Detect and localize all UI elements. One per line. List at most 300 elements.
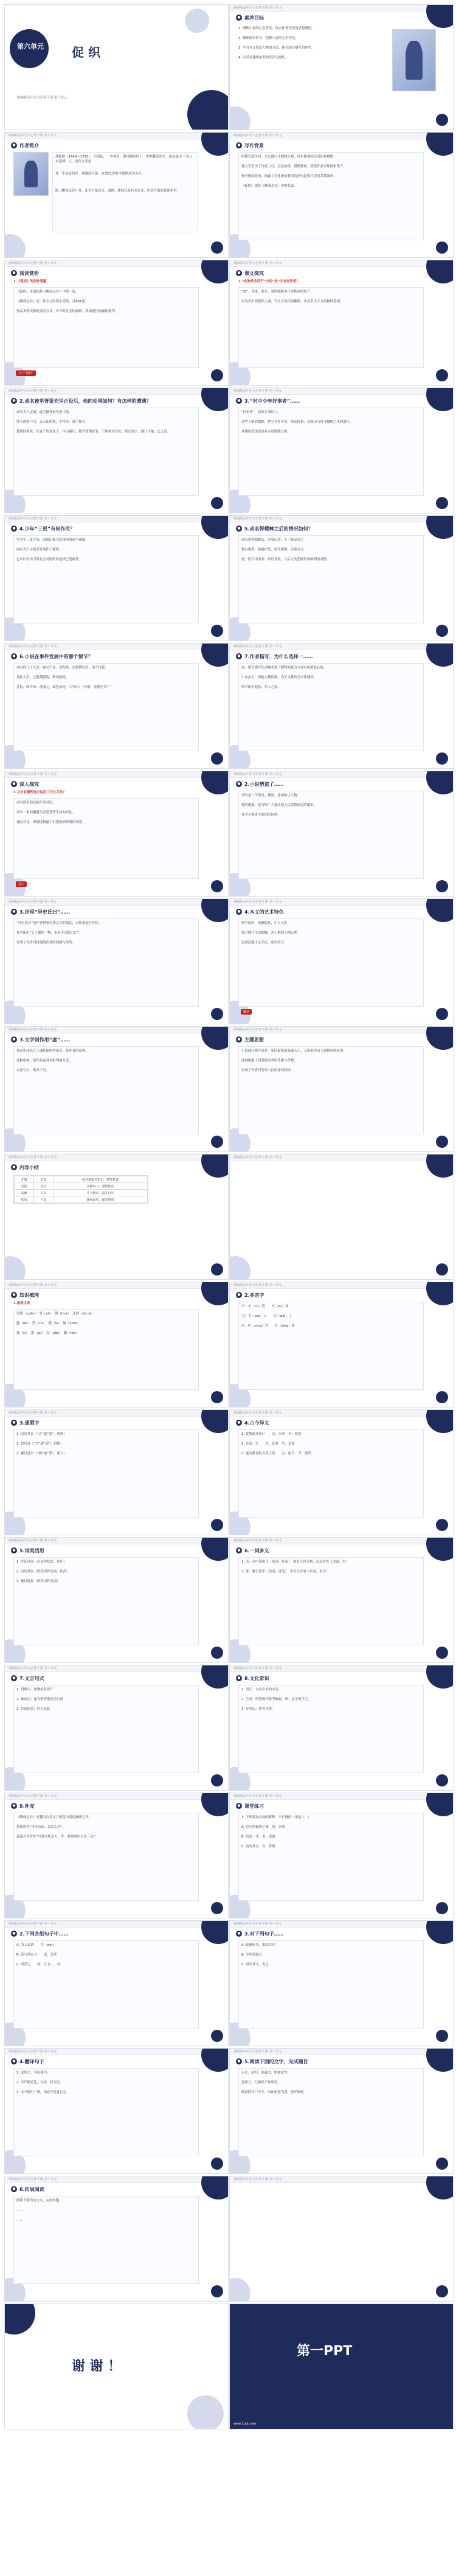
slide-s18 — [230, 1027, 453, 1151]
section-badge-icon: ● — [11, 1675, 17, 1681]
cover-circle-light — [185, 9, 209, 33]
brand-footer[interactable]: www.1ppt.com — [230, 2419, 453, 2429]
section-badge-icon: ● — [11, 1420, 17, 1426]
slide-header-text: 统编版高中语文必修下册·第六单元 — [233, 1794, 282, 1798]
slide-title: 3.“村中少年好事者”…… — [244, 398, 300, 404]
text-line: B. 每责一头 责：责备 — [241, 1835, 275, 1839]
illustration-figure-icon — [406, 41, 423, 80]
cover-circle-dark — [187, 90, 228, 130]
text-line: 《促织》是蒲松龄《聊斋志异》中的一篇。 — [16, 290, 79, 294]
slide-header-text: 统编版高中语文必修下册·第六单元 — [9, 772, 57, 776]
slide-s35 — [5, 2176, 228, 2301]
section-badge-icon: ● — [11, 1803, 17, 1809]
slide-s4 — [230, 133, 453, 257]
slide-s19 — [5, 1154, 228, 1279]
slide-header-text: 统编版高中语文必修下册·第六单元 — [233, 1539, 282, 1543]
slide-s17 — [5, 1027, 228, 1151]
slide-header-bar — [230, 1665, 453, 1672]
slide-s10 — [230, 516, 453, 641]
slide-title: 3.结尾“异史氏曰”…… — [19, 909, 71, 915]
slide-s5 — [5, 260, 228, 385]
decor-circle — [426, 1538, 453, 1561]
text-line: C. 而高其直 直：价格 — [241, 1845, 275, 1849]
decor-dot — [436, 1263, 448, 1276]
goal-line: 2. 梳理故事情节，把握小说的艺术特色。 — [238, 36, 299, 40]
text-box — [13, 1685, 199, 1773]
text-line: 这种虚构，使作品更具有批判的力度。 — [16, 1059, 72, 1063]
note-tag: 提示 — [16, 881, 27, 887]
slide-header-text: 统编版高中语文必修下册·第六单元 — [9, 1028, 57, 1032]
slide-header-text: 统编版高中语文必修下册·第六单元 — [9, 645, 57, 648]
slide-header-bar — [230, 1027, 453, 1033]
slide-title: 写作背景 — [244, 143, 264, 148]
text-line: A. 转侧床头，惟思自尽 — [241, 1943, 275, 1947]
decor-dot — [211, 369, 223, 381]
text-line: 阅读下面的文言文，完成各题。 — [16, 2199, 63, 2203]
decor-dot — [211, 1263, 223, 1276]
slide-title: 课文探究 — [244, 271, 264, 276]
slide-s24 — [230, 1410, 453, 1535]
text-line: 蟹白栗黄，备极护爱，留待限期，以塞官责。 — [241, 548, 307, 552]
slide-s2 — [230, 5, 453, 130]
text-line: 未几，成归，闻妻言，如被冰雪。 — [241, 2071, 291, 2075]
text-line: 成名得虫前后的生活对比。 — [16, 801, 56, 805]
slide-header-bar — [230, 1793, 453, 1800]
cover-title: 促 织 — [72, 45, 100, 60]
slide-header-bar — [5, 388, 228, 395]
section-badge-icon: ● — [236, 2058, 242, 2064]
decor-dot — [436, 2030, 448, 2042]
section-badge-icon: ● — [236, 1547, 242, 1554]
decor-circle — [426, 5, 453, 28]
text-line: 2. 生员：明清两代称考取府、州、县学的学生。 — [241, 1698, 311, 1701]
decor-dot — [436, 2158, 448, 2170]
slide-title: 3.文学创作用“虚”…… — [19, 1037, 71, 1043]
text-box — [238, 2068, 424, 2156]
decor-dot — [211, 2030, 223, 2042]
decor-circle — [201, 2049, 228, 2072]
slide-header-text: 统编版高中语文必修下册·第六单元 — [233, 772, 282, 776]
section-badge-icon: ● — [11, 1292, 17, 1298]
table-cell: 魂化促织，献虫得赏 — [54, 1196, 148, 1203]
text-box — [13, 2196, 199, 2284]
slide-s13 — [5, 771, 228, 896]
text-line: 同时为下文情节发展作了铺垫。 — [16, 548, 63, 552]
slide-header-bar — [5, 644, 228, 650]
text-box — [13, 1309, 199, 1390]
slide-s1 — [5, 5, 228, 130]
slide-s27 — [5, 1665, 228, 1790]
decor-circle — [201, 1154, 228, 1178]
section-badge-icon: ● — [11, 1931, 17, 1937]
text-line: 小说通过描写成名一家因促织而家破人亡、又因促织而飞黄腾达的故事， — [241, 1049, 347, 1053]
slide-header-bar — [230, 1410, 453, 1417]
decor-circle — [426, 1282, 453, 1305]
slide-header-bar — [230, 516, 453, 522]
text-box — [52, 152, 198, 232]
decor-circle-light — [5, 234, 26, 257]
text-box — [238, 918, 424, 1007]
slide-title: 9.补充 — [19, 1804, 35, 1809]
slide-title: 2.多音字 — [244, 1293, 264, 1298]
text-line: 他忧闷欲死，在妻子的劝说下，早出暮归，提竹筒铜丝笼，于败堵丛草处，探石发穴，靡计不施，迄无济。 — [16, 430, 171, 434]
slide-s28 — [230, 1665, 453, 1790]
text-line: 地方官吏为了讨好上司，层层加码，借机勒索，致使许多百姓倾家荡产。 — [241, 165, 347, 168]
decor-dot — [436, 497, 448, 509]
slide-s21 — [5, 1282, 228, 1407]
text-line: 表明了作者对封建统治者的讽刺与批判。 — [16, 941, 76, 945]
text-line: A. 宫中尚促织之戏 尚：崇尚 — [241, 1825, 285, 1829]
slide-title: 2.下列各组句子中…… — [19, 1931, 69, 1937]
decor-dot — [211, 1902, 223, 1914]
slide-header-bar — [5, 1410, 228, 1417]
text-line: B. 试与他虫斗 试：尝试 — [16, 1953, 57, 1957]
decor-circle — [201, 260, 228, 283]
text-line: 细节描写生动细腻，善于刻画人物心理。 — [241, 931, 301, 935]
summary-table — [13, 1175, 148, 1204]
slide-header-bar — [230, 388, 453, 395]
decor-circle — [426, 2049, 453, 2072]
section-badge-icon: ● — [11, 270, 17, 276]
slide-title: 素养目标 — [244, 15, 264, 21]
table-row — [15, 1176, 148, 1183]
text-box — [238, 1429, 424, 1518]
decor-dot — [436, 752, 448, 765]
slide-title: 主题思想 — [244, 1037, 264, 1043]
slide-s16 — [230, 899, 453, 1024]
slide-title: 4.少年“三更”有何作用？ — [19, 526, 75, 532]
decor-dot — [211, 1391, 223, 1403]
slide-header-bar — [230, 2176, 453, 2183]
cover-blurb: 统编版高中语文必修下册 第六单元 — [17, 96, 67, 100]
text-line: 他不敢敛户口，又无法赔偿，不终岁，薄产累尽。 — [16, 420, 89, 424]
decor-circle-light — [5, 1256, 26, 1279]
decor-dot — [211, 1136, 223, 1148]
decor-circle — [426, 1665, 453, 1689]
text-line: 成名一家的遭遇与宫廷奢华生活的对比。 — [16, 811, 76, 814]
text-line: 这一细节描写生动地表现了蟋蟀的威力与成名的紧张心情。 — [241, 666, 327, 670]
text-box — [238, 1813, 424, 1901]
text-line: 既而得其尸于井，因而化怒为悲，抢呼欲绝。 — [241, 2091, 307, 2094]
text-box — [238, 791, 424, 879]
decor-dot — [436, 369, 448, 381]
section-badge-icon: ● — [11, 909, 17, 915]
section-badge-icon: ● — [236, 653, 242, 659]
slide-s33 — [5, 2049, 228, 2173]
section-badge-icon: ● — [236, 1420, 242, 1426]
decor-dot — [436, 2285, 448, 2297]
slide-header-text: 统编版高中语文必修下册·第六单元 — [9, 134, 57, 137]
text-line: 3. 天子偶用一物，未必不过此已忘。 — [16, 2091, 70, 2094]
slide-header-text: 统编版高中语文必修下册·第六单元 — [233, 900, 282, 904]
text-line: 作者对他寄予深切的同情。 — [241, 813, 281, 817]
text-line: …… — [16, 2218, 23, 2222]
slide-s38 — [230, 2304, 453, 2429]
slide-s34 — [230, 2049, 453, 2173]
text-box — [238, 1046, 424, 1134]
text-line: …… — [16, 2209, 23, 2212]
slide-s14 — [230, 771, 453, 896]
text-line: 蠹（dù） 笞（chī） 覆（fù） 觇（chān） — [16, 1322, 81, 1325]
text-line: 2. 宰严限追比，旬余，杖至百。 — [16, 2081, 63, 2085]
section-badge-icon: ● — [11, 526, 17, 532]
slide-s31 — [5, 1921, 228, 2046]
decor-circle — [426, 133, 453, 156]
slide-header-text: 统编版高中语文必修下册·第六单元 — [233, 2050, 282, 2054]
summary-table-grid — [14, 1176, 148, 1203]
slide-title: 6.拓展阅读 — [19, 2187, 44, 2192]
text-line: 为：为（wéi）人 为（wèi）了 — [241, 1314, 292, 1318]
decor-circle — [201, 1027, 228, 1050]
cover-unit-label: 第六单元 — [17, 43, 44, 50]
slide-header-text: 统编版高中语文必修下册·第六单元 — [9, 1922, 57, 1926]
text-line: 深刻揭露了封建统治者的昏庸与贪婪， — [241, 1059, 297, 1063]
text-box — [13, 798, 199, 879]
text-box — [238, 1685, 424, 1773]
text-line: 成名为人迂讷，遂为猾胥报充里正役。 — [16, 411, 72, 414]
slide-header-bar — [5, 1282, 228, 1289]
section-badge-icon: ● — [11, 2186, 17, 2192]
slide-header-text: 统编版高中语文必修下册·第六单元 — [9, 1539, 57, 1543]
slide-title: 6.小说在事件发展中的哪个情节？ — [19, 654, 93, 659]
section-badge-icon: ● — [236, 270, 242, 276]
slide-title: 6.一词多义 — [244, 1548, 269, 1554]
text-line: 这些人驯养蟋蟀，把它看作奇货，抬高价格，反映出当时斗蟋蟀之风的盛行。 — [241, 420, 353, 424]
slide-header-bar — [5, 1921, 228, 1928]
slide-header-bar — [230, 899, 453, 906]
text-line: 这一段写出成名一家的喜悦，与后文的悲剧形成鲜明的对照。 — [241, 558, 330, 561]
slide-header-text: 统编版高中语文必修下册·第六单元 — [9, 389, 57, 393]
decor-dot — [436, 241, 448, 254]
section-badge-icon: ● — [11, 781, 17, 787]
section-badge-icon: ● — [11, 1164, 17, 1170]
slide-header-text: 统编版高中语文必修下册·第六单元 — [233, 389, 282, 393]
slide-title: 2.小说塑造了…… — [244, 782, 284, 787]
text-box — [13, 287, 199, 368]
decor-dot — [436, 1136, 448, 1148]
table-cell: 觅虫 — [34, 1183, 54, 1190]
text-line: 1. 判断句：此物故非西产 — [16, 1688, 54, 1692]
decor-dot — [211, 880, 223, 892]
text-box — [13, 1429, 199, 1518]
decor-circle — [426, 1793, 453, 1816]
decor-circle — [201, 1665, 228, 1689]
text-line: 成名得到蟋蟀后，举家庆贺，土于盆而养之。 — [241, 538, 307, 542]
decor-dot — [436, 114, 448, 126]
slide-s36 — [230, 2176, 453, 2301]
slide-s6 — [230, 260, 453, 385]
text-line: 通过对比，深刻地揭露了封建统治阶级的罪恶。 — [16, 821, 86, 824]
section-badge-icon: ● — [236, 1292, 242, 1298]
slide-header-bar — [230, 133, 453, 139]
slide-title: 3.通假字 — [19, 1420, 40, 1426]
decor-circle — [426, 1154, 453, 1178]
text-line: 2. 被动句：遂为猾胥报充里正役 — [16, 1698, 63, 1701]
slide-header-text: 统编版高中语文必修下册·第六单元 — [9, 2050, 57, 2054]
slide-s9 — [5, 516, 228, 641]
slide-s20 — [230, 1154, 453, 1279]
section-badge-icon: ● — [236, 142, 242, 148]
slide-title: 5.成名得蟋蟀之后的情况如何？ — [244, 526, 313, 532]
text-line: 小虫虽小，却能力挫群敌，为下文献给皇帝作铺垫。 — [241, 676, 317, 679]
slide-title: 2.成名被里胥报充里正役后，他的处境如何？有怎样的遭遇？ — [19, 398, 151, 404]
text-line: 卒：卒（cù）然 卒（zú）业 — [241, 1305, 289, 1308]
decor-dot — [436, 1647, 448, 1659]
decor-dot — [211, 625, 223, 637]
slide-header-text: 统编版高中语文必修下册·第六单元 — [233, 2178, 282, 2181]
section-badge-icon: ● — [236, 1675, 242, 1681]
goal-line: 3. 学习本文塑造人物的方法，体会细节描写的作用。 — [238, 46, 315, 50]
slide-header-bar — [5, 771, 228, 778]
text-box — [13, 1046, 199, 1134]
section-badge-icon: ● — [236, 781, 242, 787]
table-cell: 求神问卜，觅得佳虫 — [54, 1183, 148, 1190]
slide-title: 深入探究 — [19, 782, 39, 787]
text-line: 怒索儿，儿渺然不知所往。 — [241, 2081, 281, 2085]
decor-dot — [211, 1519, 223, 1531]
slide-subtitle: 1.《促织》的创作意蕴 — [13, 280, 47, 283]
slide-header-bar — [5, 1027, 228, 1033]
text-line: 成名是一个善良、懦弱、迂讷的小人物。 — [241, 794, 301, 797]
text-line: 作品多借谈狐说鬼的方式，对当时社会的腐败、黑暗进行揭露和批判。 — [16, 310, 119, 313]
section-badge-icon: ● — [236, 526, 242, 532]
text-line: 从侧面表现出成名寻觅蟋蟀之难。 — [241, 430, 291, 434]
text-box — [13, 1940, 199, 2029]
slide-header-bar — [5, 1154, 228, 1161]
slide-header-bar — [230, 5, 453, 12]
decor-circle — [426, 1027, 453, 1050]
decor-circle — [201, 1793, 228, 1816]
decor-circle — [201, 771, 228, 794]
portrait-figure-icon — [24, 161, 38, 188]
decor-circle-light — [230, 106, 250, 130]
slide-header-text: 统编版高中语文必修下册·第六单元 — [9, 2178, 57, 2181]
text-line: 1. 里正：古时乡里的小吏。 — [241, 1688, 282, 1692]
slide-header-text: 统编版高中语文必修下册·第六单元 — [9, 1411, 57, 1415]
slide-header-bar — [5, 2049, 228, 2055]
text-line: C. 成以其小，劣之 — [241, 1963, 269, 1967]
slide-header-text: 统编版高中语文必修下册·第六单元 — [233, 1922, 282, 1926]
slide-header-bar — [230, 771, 453, 778]
slide-s26 — [230, 1538, 453, 1662]
slide-header-text: 统编版高中语文必修下册·第六单元 — [233, 1667, 282, 1670]
text-line: 应：应（yìng）对 应（yīng）该 — [241, 1324, 295, 1328]
text-line: 1. 而高其直（“直”通“值”，价格） — [16, 1432, 67, 1436]
goal-line: 4. 认识封建统治者的荒淫与腐朽。 — [238, 56, 289, 60]
decor-circle — [426, 1410, 453, 1433]
table-cell: 失虫 — [34, 1190, 54, 1196]
slide-header-bar — [5, 516, 228, 522]
slide-s15 — [5, 899, 228, 1024]
slide-title: 4.古今异义 — [244, 1420, 269, 1426]
decor-dot — [211, 1774, 223, 1786]
slide-header-bar — [5, 899, 228, 906]
text-line: “故”，本来，原来。说明蟋蟀本不是陕西的特产。 — [241, 290, 314, 294]
slide-header-bar — [230, 1538, 453, 1544]
text-line: A. 为人迂讷 为（wéi） — [16, 1943, 56, 1947]
text-line: 《促织》即是《聊斋志异》中的名篇。 — [241, 184, 297, 188]
slide-header-text: 统编版高中语文必修下册·第六单元 — [233, 262, 282, 265]
slide-s25 — [5, 1538, 228, 1662]
text-box — [238, 1940, 424, 2029]
slide-title: 4.翻译句子 — [19, 2059, 44, 2064]
slide-header-text: 统编版高中语文必修下册·第六单元 — [9, 517, 57, 521]
decor-dot — [436, 625, 448, 637]
text-line: 3. 异史氏：作者自称。 — [241, 1707, 275, 1711]
slide-s11 — [5, 644, 228, 768]
slide-title: 内容小结 — [19, 1165, 39, 1170]
table-cell: 发展 — [15, 1183, 34, 1190]
decor-circle — [201, 1282, 228, 1305]
text-line: 情节跌宕起伏，扣人心弦。 — [241, 686, 281, 689]
slide-header-bar — [230, 644, 453, 650]
decor-circle — [201, 1921, 228, 1944]
decor-circle — [201, 516, 228, 539]
decor-circle — [426, 644, 453, 667]
section-badge-icon: ● — [11, 142, 17, 148]
table-row — [15, 1190, 148, 1196]
table-cell: 高潮 — [15, 1190, 34, 1196]
note-tag: 概括 — [241, 1009, 252, 1015]
slide-title: 7.文言句式 — [19, 1676, 44, 1681]
section-badge-icon: ● — [11, 1036, 17, 1043]
slide-title: 3.对下列句子…… — [244, 1931, 284, 1937]
slide-s3 — [5, 133, 228, 257]
text-box — [238, 1302, 424, 1390]
text-line: 表现了作者对劳动人民的深切同情。 — [241, 1069, 294, 1072]
decor-dot — [211, 1647, 223, 1659]
text-line: 也可以看出当时社会对促织的追捧已近疯狂。 — [16, 558, 82, 561]
text-line: 儿惧，啼告母。母闻之，面色灰死，大骂曰：“业根，死期至矣！” — [16, 686, 112, 689]
text-line: 3. 裹以迷离（形容词作名词） — [16, 1580, 60, 1583]
text-line: B. 少年固强之 — [241, 1953, 263, 1957]
text-line: 2. 进：翼日进宰（动词，进见） 宰以卓异闻（名词，县令） — [241, 1570, 330, 1574]
slide-header-bar — [5, 2176, 228, 2183]
text-box — [238, 287, 424, 368]
decor-circle — [201, 1538, 228, 1561]
table-cell: 斗虫 — [34, 1196, 54, 1203]
section-badge-icon: ● — [236, 398, 242, 404]
text-box — [13, 408, 199, 496]
slide-s12 — [230, 644, 453, 768]
slide-s23 — [5, 1410, 228, 1535]
slide-header-text: 统编版高中语文必修下册·第六单元 — [233, 1283, 282, 1287]
slide-header-text: 统编版高中语文必修下册·第六单元 — [9, 1667, 57, 1670]
text-box — [13, 2068, 199, 2156]
slide-header-text: 统编版高中语文必修下册·第六单元 — [233, 517, 282, 521]
slide-header-text: 统编版高中语文必修下册·第六单元 — [233, 6, 282, 10]
decor-dot — [211, 752, 223, 765]
text-line: “好事者”，喜欢多事的人。 — [241, 411, 281, 414]
text-line: 1. 岁征民间（名词作状语，每年） — [16, 1560, 67, 1564]
decor-dot — [211, 2158, 223, 2170]
section-badge-icon: ● — [236, 1036, 242, 1043]
table-cell: 征虫 — [34, 1176, 54, 1183]
slide-header-text: 统编版高中语文必修下册·第六单元 — [233, 1028, 282, 1032]
slide-header-text: 统编版高中语文必修下册·第六单元 — [9, 1794, 57, 1798]
decor-circle-light — [230, 2278, 250, 2301]
text-box — [238, 408, 424, 496]
decor-circle — [201, 1410, 228, 1433]
thanks-circle-light — [187, 2395, 224, 2429]
slide-header-text: 统编版高中语文必修下册·第六单元 — [9, 1156, 57, 1159]
slide-title: 5.词类活用 — [19, 1548, 44, 1554]
decor-dot — [211, 1008, 223, 1020]
slide-title: 5.阅读下面的文字，完成题目 — [244, 2059, 308, 2064]
slide-s37 — [5, 2304, 228, 2429]
decor-circle — [426, 771, 453, 794]
text-box — [238, 535, 424, 623]
